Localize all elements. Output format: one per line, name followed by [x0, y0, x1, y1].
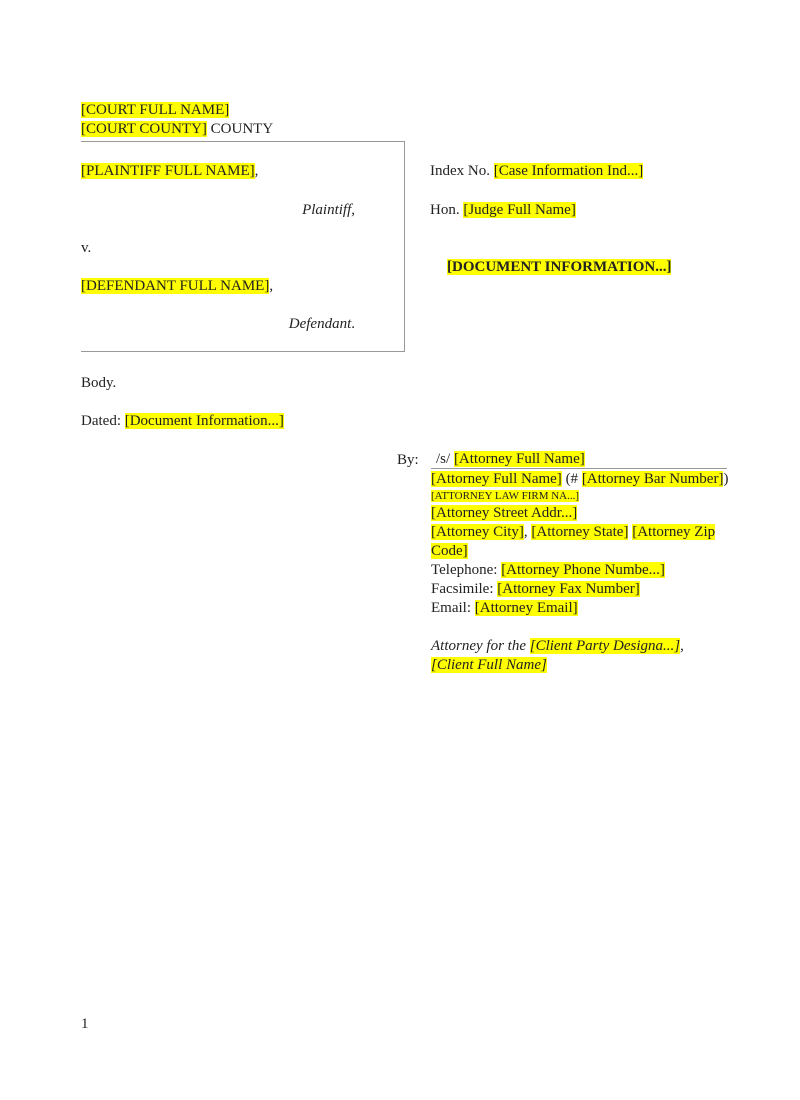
email-field: [Attorney Email]: [474, 600, 578, 616]
facsimile-label: Facsimile:: [431, 581, 498, 597]
versus: v.: [81, 240, 92, 256]
index-label: Index No.: [430, 163, 494, 179]
email-label: Email:: [431, 600, 475, 616]
signature-prefix: /s/: [436, 451, 454, 467]
by-label: By:: [397, 452, 419, 468]
court-county-field: [COURT COUNTY]: [81, 121, 207, 137]
court-county-line: [81, 120, 273, 139]
city-field: [Attorney City]: [431, 524, 524, 540]
telephone-label: Telephone:: [431, 562, 502, 578]
judge-label: Hon.: [430, 202, 464, 218]
plaintiff-line: [81, 162, 258, 181]
zip-field: [Attorney Zip Code]: [431, 524, 716, 559]
attorney-name-line: [431, 470, 731, 489]
dated-line: [81, 412, 284, 431]
signature-name-field: [Attorney Full Name]: [453, 451, 585, 467]
index-number-line: [430, 162, 643, 181]
city-separator: ,: [523, 524, 532, 540]
law-firm-field: [ATTORNEY LAW FIRM NA...]: [431, 490, 580, 502]
judge-line: [430, 201, 576, 220]
defendant-label-line: [200, 315, 355, 334]
facsimile-field: [Attorney Fax Number]: [497, 581, 640, 597]
court-county-suffix: COUNTY: [206, 121, 274, 137]
page-number: 1: [81, 1016, 89, 1032]
attorney-bar-field: [Attorney Bar Number]: [581, 471, 724, 487]
signature-line: [436, 450, 585, 469]
attorney-name-field: [Attorney Full Name]: [431, 471, 562, 487]
judge-name-field: [Judge Full Name]: [463, 202, 576, 218]
defendant-name-field: [DEFENDANT FULL NAME]: [81, 278, 270, 294]
defendant-label: Defendant: [288, 316, 352, 332]
bar-prefix: (#: [561, 471, 582, 487]
attorney-info-block: [431, 470, 731, 675]
court-full-name-field: [COURT FULL NAME]: [81, 102, 230, 118]
facsimile-line: [431, 580, 731, 599]
defendant-comma: ,: [269, 278, 274, 294]
street-field: [Attorney Street Addr...]: [431, 505, 578, 521]
plaintiff-label-comma: ,: [351, 202, 355, 218]
document-title-field: [DOCUMENT INFORMATION...]: [447, 259, 672, 275]
state-field: [Attorney State]: [531, 524, 629, 540]
plaintiff-label: Plaintiff: [302, 202, 352, 218]
attorney-for-line: [431, 637, 731, 656]
dated-label: Dated:: [81, 413, 125, 429]
client-party-comma: ,: [680, 638, 684, 654]
dated-field: [Document Information...]: [124, 413, 284, 429]
plaintiff-comma: ,: [254, 163, 259, 179]
email-line: [431, 599, 731, 618]
street-line: [431, 504, 731, 523]
defendant-label-period: .: [351, 316, 355, 332]
telephone-field: [Attorney Phone Numbe...]: [501, 562, 665, 578]
index-number-field: [Case Information Ind...]: [493, 163, 644, 179]
spacer: [431, 618, 731, 637]
plaintiff-name-field: [PLAINTIFF FULL NAME]: [81, 163, 255, 179]
defendant-line: [81, 277, 273, 296]
client-party-field: [Client Party Designa...]: [529, 638, 681, 654]
signature-rule: [431, 468, 727, 469]
telephone-line: [431, 561, 731, 580]
document-title-line: [447, 258, 671, 277]
client-name-field: [Client Full Name]: [431, 657, 547, 673]
attorney-for-label: Attorney for the: [431, 638, 530, 654]
bar-suffix: ): [723, 471, 729, 487]
court-name-line: [81, 101, 229, 120]
body-text: Body.: [81, 375, 117, 391]
client-name-line: [431, 656, 731, 675]
city-state-zip-line: [431, 523, 731, 561]
plaintiff-label-line: [200, 201, 355, 220]
firm-line: [431, 489, 731, 504]
